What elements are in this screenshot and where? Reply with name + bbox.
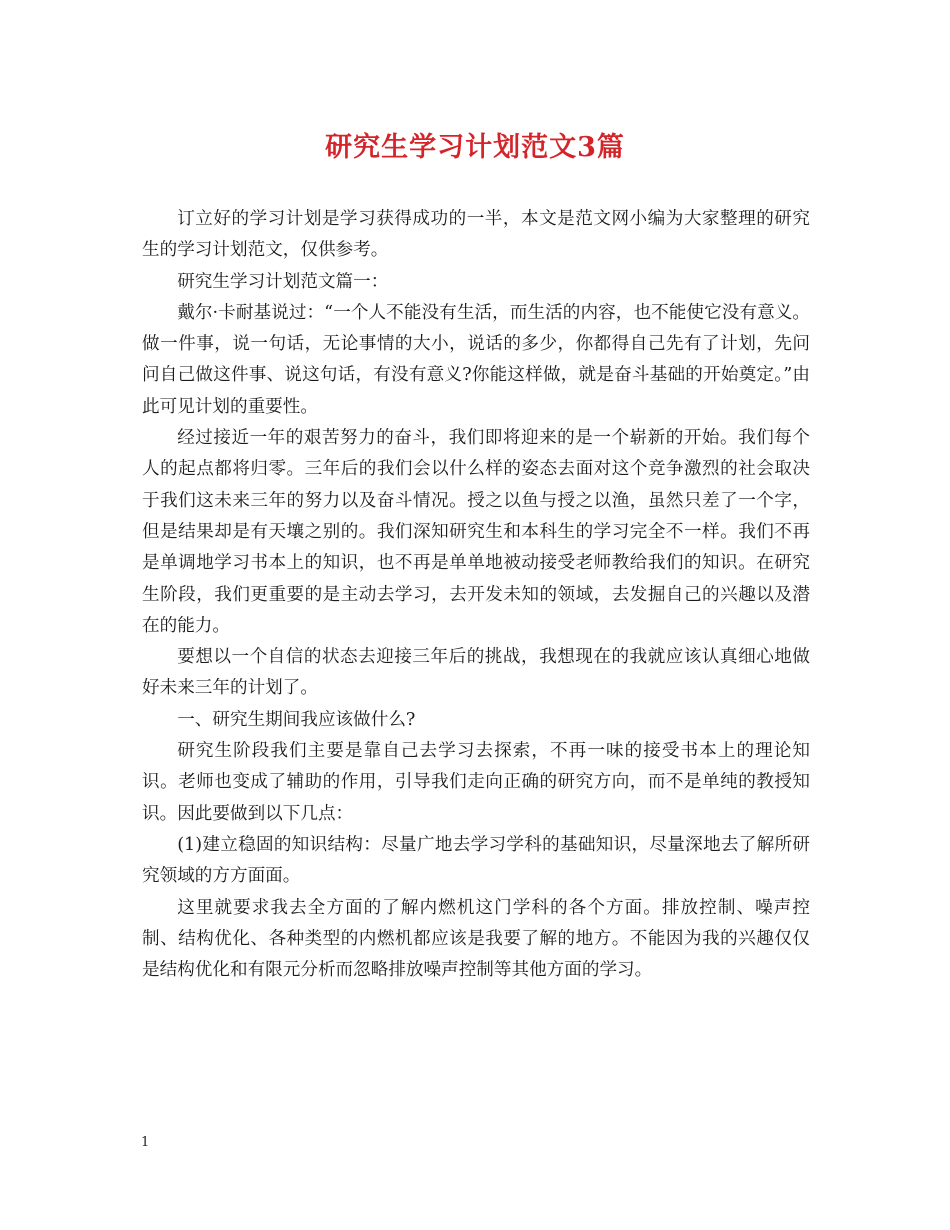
paragraph-knowledge-structure: (1)建立稳固的知识结构：尽量广地去学习学科的基础知识，尽量深地去了解所研究领域的方方面面。 — [142, 834, 810, 887]
section-heading-what-to-do: 一、研究生期间我应该做什么? — [177, 709, 416, 730]
paragraph-engine-study: 这里就要求我去全方面的了解内燃机这门学科的各个方面。排放控制、噪声控制、结构优化、各种类型的内燃机都应该是我要了解的地方。不能因为我的兴趣仅仅是结构优化和有限元分析而忽略排放噪声控制等其他方面的学习。 — [142, 897, 810, 981]
paragraph-self-study: 研究生阶段我们主要是靠自己去学习去探索，不再一味的接受书本上的理论知识。老师也变成了辅助的作用，引导我们走向正确的研究方向，而不是单纯的教授知识。因此要做到以下几点： — [142, 741, 810, 824]
paragraph-quote: 戴尔·卡耐基说过：“一个人不能没有生活，而生活的内容，也不能使它没有意义。做一件事，说一句话，无论事情的大小，说话的多少，你都得自己先有了计划，先问问自己做这件事、说这句话，有没有意义?你能这样做，就是奋斗基础的开始奠定。”由此可见计划的重要性。 — [142, 302, 810, 417]
document-title: 研究生学习计划范文3篇 — [325, 132, 625, 163]
section-heading-sample-one: 研究生学习计划范文篇一： — [177, 271, 389, 292]
paragraph-intro: 订立好的学习计划是学习获得成功的一半，本文是范文网小编为大家整理的研究生的学习计划范文，仅供参考。 — [142, 209, 810, 261]
paragraph-confidence: 要想以一个自信的状态去迎接三年后的挑战，我想现在的我就应该认真细心地做好未来三年的计划了。 — [142, 647, 810, 699]
page-number: 1 — [141, 1135, 150, 1150]
document-body — [142, 204, 810, 986]
paragraph-new-start: 经过接近一年的艰苦努力的奋斗，我们即将迎来的是一个崭新的开始。我们每个人的起点都将归零。三年后的我们会以什么样的姿态去面对这个竞争激烈的社会取决于我们这未来三年的努力以及奋斗情况。授之以鱼与授之以渔，虽然只差了一个字，但是结果却是有天壤之别的。我们深知研究生和本科生的学习完全不一样。我们不再是单调地学习书本上的知识，也不再是单单地被动接受老师教给我们的知识。在研究生阶段，我们更重要的是主动去学习，去开发未知的领域，去发掘自己的兴趣以及潜在的能力。 — [142, 428, 810, 636]
